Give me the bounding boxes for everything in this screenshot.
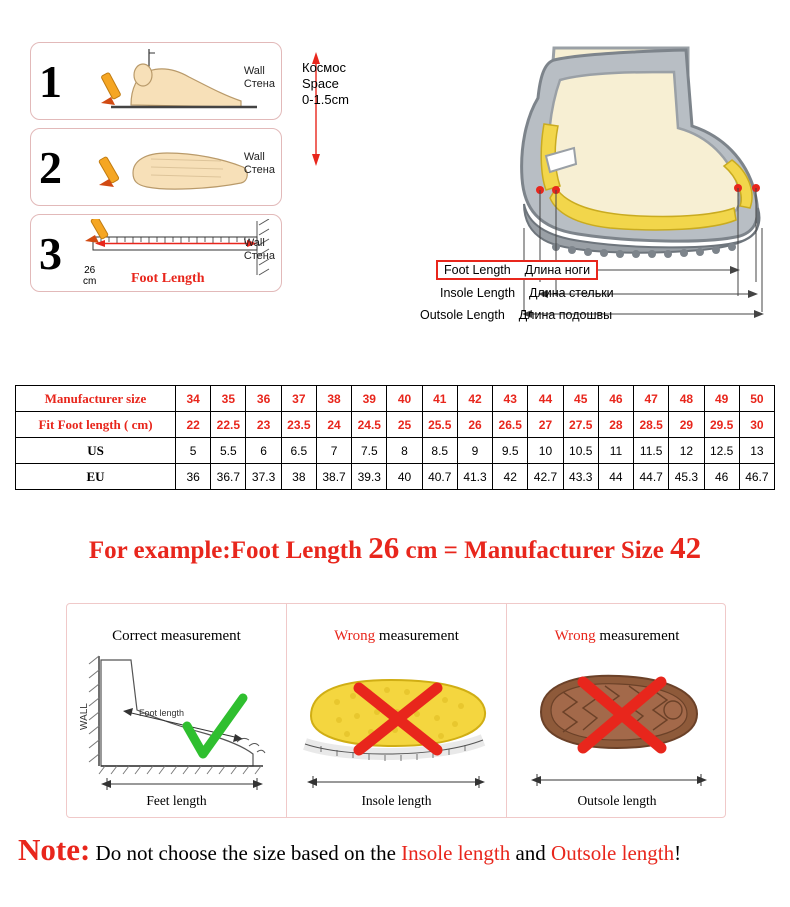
cell: 8 (387, 438, 422, 464)
cell: 34 (176, 386, 211, 412)
space-label (302, 60, 349, 108)
outsole-length-callout (420, 308, 612, 322)
step-3-foot-length-label: Foot Length (131, 271, 205, 286)
cell: 22 (176, 412, 211, 438)
cell: 27 (528, 412, 563, 438)
note-word: Note: (18, 832, 91, 867)
cell: 42.7 (528, 464, 563, 490)
cell: 44 (598, 464, 633, 490)
step-2-wall-label (244, 151, 275, 177)
cell: 26.5 (493, 412, 528, 438)
cell: 40 (387, 464, 422, 490)
note-line (18, 832, 778, 868)
wall-ru: Стена (243, 164, 275, 176)
wall-ru: Стена (243, 250, 275, 262)
cell: 35 (211, 386, 246, 412)
cell: 47 (634, 386, 669, 412)
cell: 24.5 (352, 412, 387, 438)
cell: 46.7 (739, 464, 774, 490)
ruler-unit: cm (83, 276, 97, 287)
table-row (16, 412, 775, 438)
shoe-cross-section-diagram (288, 38, 783, 363)
cell: 30 (739, 412, 774, 438)
foot-length-en: Foot Length (444, 263, 511, 277)
cell: 27.5 (563, 412, 598, 438)
cell: 38.7 (316, 464, 351, 490)
cell: 28.5 (634, 412, 669, 438)
cell: 43.3 (563, 464, 598, 490)
cell: 28 (598, 412, 633, 438)
step-box-3 (30, 214, 282, 292)
example-prefix: For example:Foot Length (88, 537, 369, 564)
cell: 7.5 (352, 438, 387, 464)
cell: 9 (457, 438, 492, 464)
example-unit: cm = Manufacturer Size (399, 537, 671, 564)
panel-title-wrong: Wrong (334, 628, 376, 644)
cell: 22.5 (211, 412, 246, 438)
ruler-value: 26 (84, 265, 96, 276)
cell: 5 (176, 438, 211, 464)
cell: 44 (528, 386, 563, 412)
panel-wrong-insole (287, 604, 507, 817)
step-1-wall-label (244, 65, 275, 91)
cell: 36 (246, 386, 281, 412)
wall-label-text: WALL (79, 703, 90, 730)
step-1-illustration (71, 47, 261, 119)
table-row (16, 386, 775, 412)
cell: 13 (739, 438, 774, 464)
cell: 8.5 (422, 438, 457, 464)
panel-title (287, 628, 506, 645)
insole-length-en: Insole Length (440, 286, 516, 300)
cell: 45 (563, 386, 598, 412)
cell: 10.5 (563, 438, 598, 464)
cell: 38 (281, 464, 316, 490)
outsole-length-ru: Длина подошвы (518, 308, 613, 322)
table-row (16, 464, 775, 490)
panel-title: Correct measurement (112, 628, 241, 644)
cell: 25 (387, 412, 422, 438)
row-label: Fit Foot length ( cm) (16, 412, 176, 438)
cell: 10 (528, 438, 563, 464)
cell: 36 (176, 464, 211, 490)
cell: 11.5 (634, 438, 669, 464)
panel-title-wrong: Wrong (554, 628, 596, 644)
step-box-1 (30, 42, 282, 120)
step-number: 2 (39, 142, 62, 193)
cell: 23 (246, 412, 281, 438)
cell: 45.3 (669, 464, 704, 490)
cell: 41.3 (457, 464, 492, 490)
panel-title-rest: measurement (375, 628, 459, 644)
example-line (0, 530, 790, 566)
cell: 46 (704, 464, 739, 490)
note-outsole-length: Outsole length (551, 841, 675, 865)
row-label: US (16, 438, 176, 464)
note-text-3: ! (674, 841, 682, 865)
step-number: 1 (39, 56, 62, 107)
cell: 41 (422, 386, 457, 412)
cell: 24 (316, 412, 351, 438)
svg-text:Foot length: Foot length (139, 708, 185, 718)
steps-panel (30, 42, 282, 300)
foot-length-callout (436, 260, 598, 280)
outsole-length-en: Outsole Length (420, 308, 505, 322)
step-3-wall-label (244, 237, 275, 263)
cell: 40 (387, 386, 422, 412)
wall-en: Wall (243, 151, 265, 163)
wall-en: Wall (243, 237, 265, 249)
space-value: 0-1.5cm (302, 92, 349, 107)
cell: 48 (669, 386, 704, 412)
note-insole-length: Insole length (401, 841, 511, 865)
cell: 38 (316, 386, 351, 412)
cell: 6 (246, 438, 281, 464)
cell: 50 (739, 386, 774, 412)
panel-correct-measurement (67, 604, 287, 817)
wall-ru: Стена (243, 78, 275, 90)
foot-length-ru: Длина ноги (524, 263, 591, 277)
cell: 29 (669, 412, 704, 438)
table-row (16, 438, 775, 464)
measurement-examples-panel (66, 603, 726, 818)
cell: 49 (704, 386, 739, 412)
space-label-en: Space (302, 76, 339, 91)
row-label: Manufacturer size (16, 386, 176, 412)
row-label: EU (16, 464, 176, 490)
panel-caption: Feet length (146, 793, 207, 808)
cell: 42 (493, 464, 528, 490)
cell: 40.7 (422, 464, 457, 490)
step-2-illustration (71, 133, 261, 205)
cell: 6.5 (281, 438, 316, 464)
panel-title-rest: measurement (595, 628, 680, 644)
space-label-ru: Космос (302, 60, 346, 75)
cell: 12 (669, 438, 704, 464)
insole-length-ru: Длина стельки (528, 286, 614, 300)
cell: 36.7 (211, 464, 246, 490)
panel-caption: Outsole length (577, 793, 657, 808)
cell: 23.5 (281, 412, 316, 438)
cell: 25.5 (422, 412, 457, 438)
measurement-guide-section (0, 0, 790, 370)
cell: 37 (281, 386, 316, 412)
cell: 5.5 (211, 438, 246, 464)
cell: 42 (457, 386, 492, 412)
step-number: 3 (39, 228, 62, 279)
cell: 37.3 (246, 464, 281, 490)
panel-title (507, 628, 727, 645)
note-text-1: Do not choose the size based on the (90, 841, 402, 865)
insole-length-callout (440, 286, 614, 300)
panel-caption: Insole length (361, 793, 432, 808)
cell: 39 (352, 386, 387, 412)
step-box-2 (30, 128, 282, 206)
cell: 11 (598, 438, 633, 464)
panel-wrong-outsole (507, 604, 727, 817)
size-conversion-table (15, 385, 775, 490)
cell: 29.5 (704, 412, 739, 438)
cell: 39.3 (352, 464, 387, 490)
example-foot-length: 26 (368, 530, 400, 565)
cell: 26 (457, 412, 492, 438)
note-text-2: and (510, 841, 552, 865)
cell: 9.5 (493, 438, 528, 464)
cell: 46 (598, 386, 633, 412)
cell: 43 (493, 386, 528, 412)
cell: 7 (316, 438, 351, 464)
cell: 12.5 (704, 438, 739, 464)
wall-en: Wall (243, 65, 265, 77)
cell: 44.7 (634, 464, 669, 490)
example-manufacturer-size: 42 (670, 530, 702, 565)
ruler-value-label (83, 265, 96, 287)
